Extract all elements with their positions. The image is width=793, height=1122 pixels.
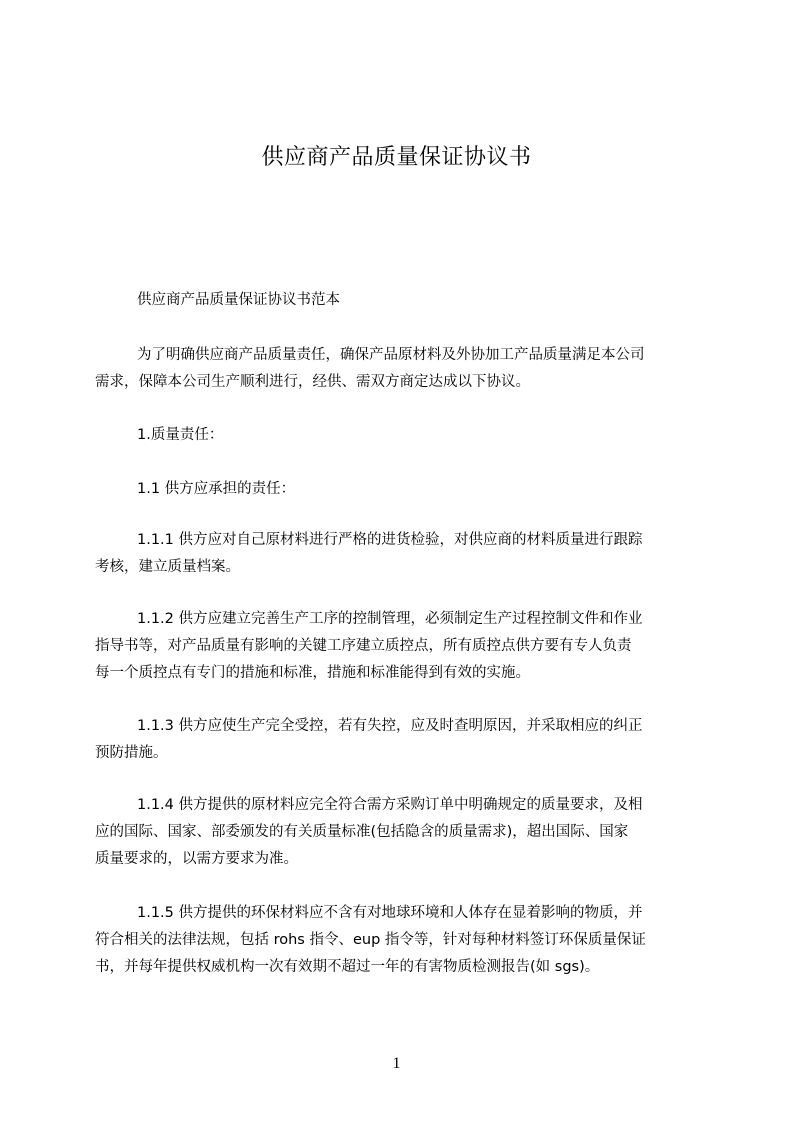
clause-1-1-1-line-2: 考核，建立质量档案。 [95, 559, 240, 575]
section-heading-1-1: 1.1 供方应承担的责任： [137, 481, 296, 497]
clause-1-1-4-line-3: 质量要求的，以需方要求为准。 [95, 851, 298, 867]
clause-1-1-3-line-1: 1.1.3 供方应使生产完全受控，若有失控，应及时查明原因，并采取相应的纠正 [137, 718, 643, 734]
intro-line-2: 需求，保障本公司生产顺利进行，经供、需双方商定达成以下协议。 [95, 374, 530, 390]
section-heading-1: 1.质量责任： [137, 427, 224, 443]
clause-1-1-1-line-1: 1.1.1 供方应对自己原材料进行严格的进货检验，对供应商的材料质量进行跟踪 [137, 532, 643, 548]
document-subtitle: 供应商产品质量保证协议书范本 [137, 292, 340, 308]
clause-1-1-4-line-1: 1.1.4 供方提供的原材料应完全符合需方采购订单中明确规定的质量要求，及相 [137, 797, 643, 813]
page-number: 1 [392, 1055, 401, 1072]
clause-1-1-4-line-2: 应的国际、国家、部委颁发的有关质量标准(包括隐含的质量需求)，超出国际、国家 [95, 824, 629, 840]
clause-1-1-5-line-3: 书，并每年提供权威机构一次有效期不超过一年的有害物质检测报告(如 sgs)。 [95, 959, 600, 975]
clause-1-1-5-line-1: 1.1.5 供方提供的环保材料应不含有对地球环境和人体存在显着影响的物质，并 [137, 905, 643, 921]
intro-line-1: 为了明确供应商产品质量责任，确保产品原材料及外协加工产品质量满足本公司 [137, 347, 645, 363]
document-title: 供应商产品质量保证协议书 [261, 145, 532, 170]
clause-1-1-5-line-2: 符合相关的法律法规，包括 rohs 指令、eup 指令等，针对每种材料签订环保质量保证 [95, 932, 646, 948]
clause-1-1-3-line-2: 预防措施。 [95, 745, 168, 761]
clause-1-1-2-line-2: 指导书等，对产品质量有影响的关键工序建立质控点，所有质控点供方要有专人负责 [95, 638, 632, 654]
clause-1-1-2-line-3: 每一个质控点有专门的措施和标准，措施和标准能得到有效的实施。 [95, 665, 530, 681]
clause-1-1-2-line-1: 1.1.2 供方应建立完善生产工序的控制管理，必须制定生产过程控制文件和作业 [137, 611, 643, 627]
